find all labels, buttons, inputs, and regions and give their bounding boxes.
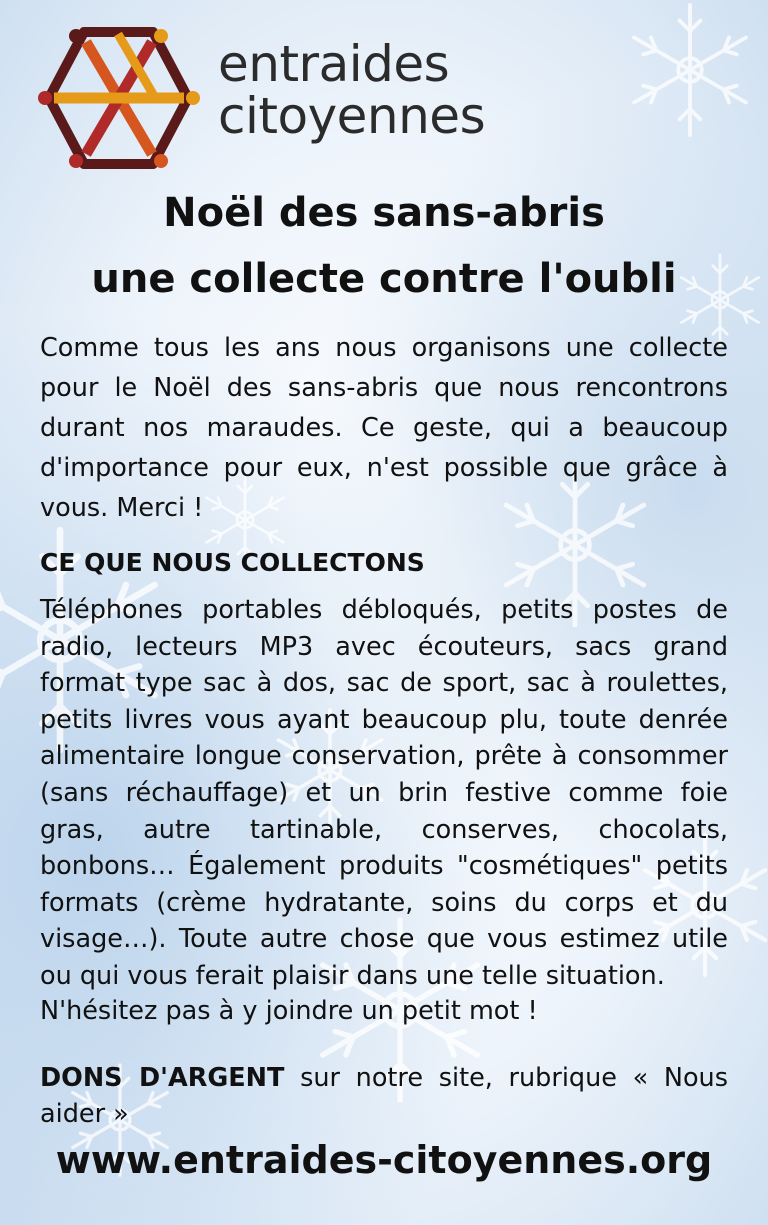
donations-text: sur notre site, rubrique « Nous aider » xyxy=(40,1063,729,1129)
title-line-2: une collecte contre l'oubli xyxy=(91,256,677,302)
donations-label: DONS D'ARGENT xyxy=(40,1063,285,1093)
brand-name xyxy=(218,35,486,145)
donations-paragraph xyxy=(40,1060,728,1132)
entraides-citoyennes-logo xyxy=(36,24,201,172)
collect-heading: CE QUE NOUS COLLECTONS xyxy=(40,548,425,577)
website-url[interactable]: www.entraides-citoyennes.org xyxy=(55,1138,713,1182)
brand-line-1: entraides xyxy=(218,35,450,93)
brand-line-2: citoyennes xyxy=(218,87,486,145)
intro-paragraph: Comme tous les ans nous organisons une collecte pour le Noël des sans-abris que nous rencontrons durant nos maraudes. Ce geste, qui a beaucoup d'importance pour eux, n'est possible que grâce à vous. Merci ! xyxy=(40,333,728,523)
collect-note: N'hésitez pas à y joindre un petit mot ! xyxy=(40,996,538,1026)
title-line-1: Noël des sans-abris xyxy=(163,190,605,236)
collect-paragraph: Téléphones portables débloqués, petits postes de radio, lecteurs MP3 avec écouteurs, sacs grand format type sac à dos, sac de sport, sac à roulettes, petits livres vous ayant beaucoup plu, toute denrée alimentaire longue conservation, prête à consommer (sans réchauffage) et un brin festive comme foie gras, autre tartinable, conserves, chocolats, bonbons… Également produits "cosmétiques" petits formats (crème hydratante, soins du corps et du visage…). Toute autre chose que vous estimez utile ou qui vous ferait plaisir dans une telle situation. xyxy=(40,595,728,991)
